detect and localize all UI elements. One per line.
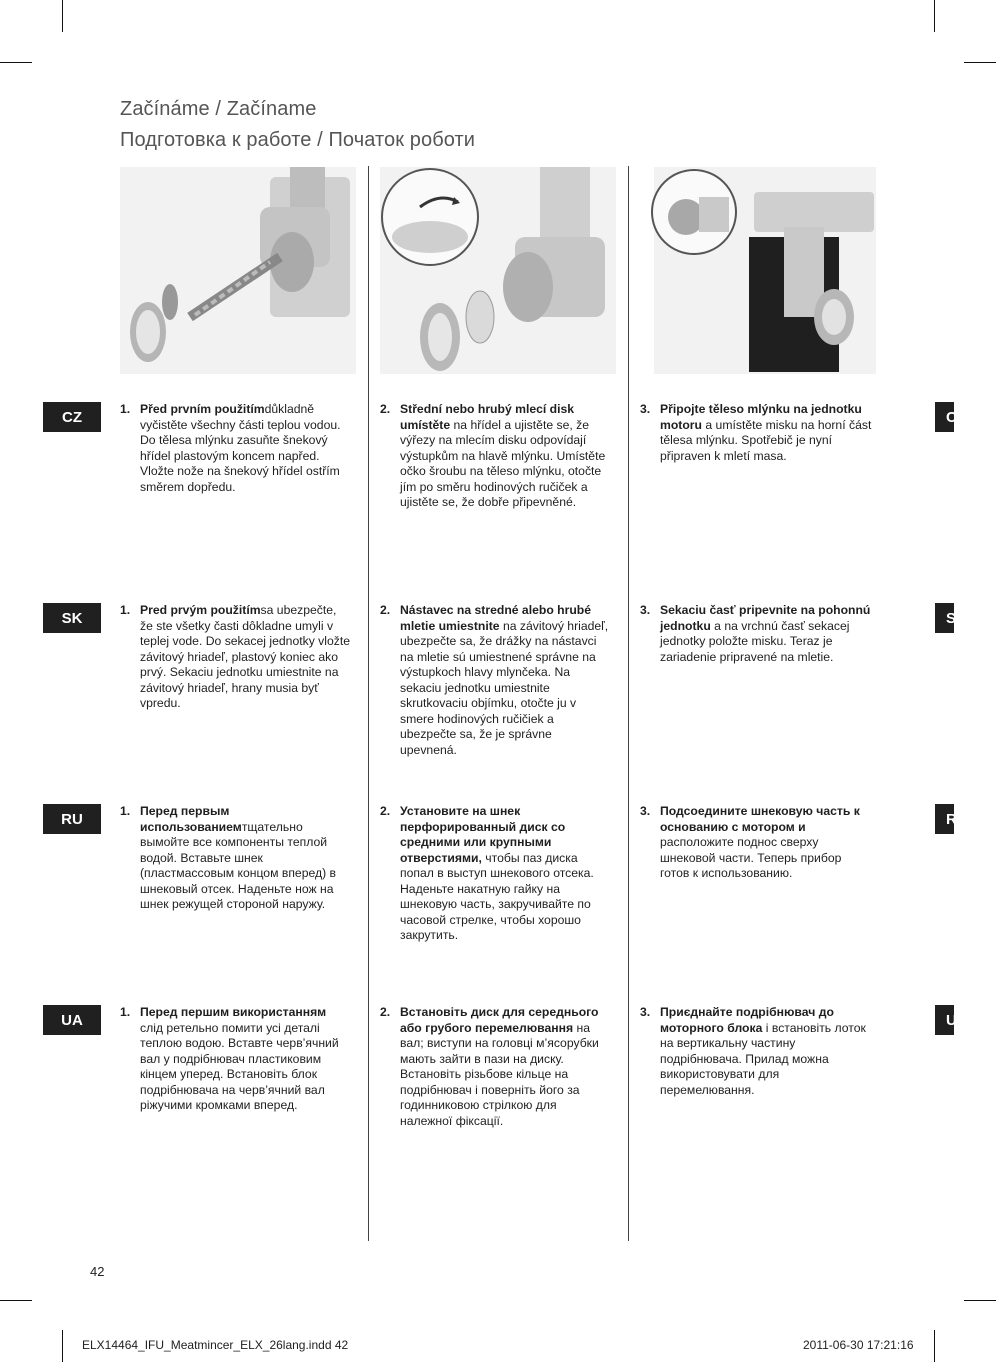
crop-mark <box>0 1300 32 1301</box>
step-text: і встановіть лоток на вертикальну частину подрібнювача. Прилад можна використовувати для перемелювання. <box>660 1020 866 1097</box>
language-tag-right-cz: C <box>935 402 954 432</box>
step-number: 2. <box>380 402 391 416</box>
language-tag-sk: SK <box>43 603 101 633</box>
page-subtitle: Подготовка к работе / Початок роботи <box>120 129 476 151</box>
crop-mark <box>62 1330 63 1362</box>
crop-mark <box>934 0 935 32</box>
step-sk-2 <box>380 603 612 758</box>
crop-mark <box>964 1300 996 1301</box>
language-tag-ua: UA <box>43 1005 101 1035</box>
step-bold: Připojte těleso mlýnku na jednotku motoru <box>660 402 862 432</box>
step-cz-2 <box>380 402 612 511</box>
footer-timestamp: 2011-06-30 17:21:16 <box>803 1338 914 1352</box>
step-bold: Střední nebo hrubý mlecí disk umístěte <box>400 402 575 432</box>
step-cz-3 <box>640 402 872 464</box>
step-ru-1 <box>120 804 352 913</box>
crop-mark <box>0 62 32 63</box>
crop-mark <box>62 0 63 32</box>
step-number: 3. <box>640 804 651 818</box>
step-text: слід ретельно помити усі деталі теплою водою. Вставте черв’ячний вал у подрібнювач пластиковим кінцем уперед. Встановіть блок подрібнювача на черв’ячний вал ріжучими кромками вперед. <box>140 1020 339 1112</box>
step-bold: Nástavec na stredné alebo hrubé mletie umiestnite <box>400 603 592 633</box>
column-divider <box>628 166 629 1241</box>
step-cz-1 <box>120 402 352 495</box>
language-tag-right-ru: R <box>935 804 954 834</box>
step-text: чтобы паз диска попал в выступ шнекового отсека. Наденьте накатную гайку на шнековую часть, закручивайте по часовой стрелке, чтобы хорошо закрутить. <box>400 850 594 942</box>
step-number: 2. <box>380 804 391 818</box>
illustration-cutting-disc <box>380 167 616 374</box>
step-bold: Перед первым использованием <box>140 804 242 834</box>
step-number: 3. <box>640 1005 651 1019</box>
footer-file-info: ELX14464_IFU_Meatmincer_ELX_26lang.indd 42 <box>82 1338 349 1352</box>
step-bold: Před prvním použitím <box>140 402 265 416</box>
step-bold: Установите на шнек перфорированный диск со средними или крупными отверстиями, <box>400 804 566 865</box>
step-sk-3 <box>640 603 872 665</box>
step-number: 1. <box>120 402 131 416</box>
page-number: 42 <box>90 1264 105 1279</box>
step-bold: Приєднайте подрібнювач до моторного блока <box>660 1005 834 1035</box>
step-bold: Перед першим використанням <box>140 1005 327 1019</box>
step-text: na hřídel a ujistěte se, že výřezy na mlecím disku odpovídají výstupkům na hlavě mlýnku. Umístěte očko šroubu na těleso mlýnku, otočte jím po směru hodinových ručiček a ujistěte se, že dobře připevněné. <box>400 417 606 509</box>
step-number: 1. <box>120 603 131 617</box>
step-ua-3 <box>640 1005 872 1098</box>
step-text: důkladně vyčistěte všechny části teplou vodou. Do tělesa mlýnku zasuňte šnekový hřídel plastovým koncem napřed. Vložte nože na šnekový hřídel ostřím směrem dopředu. <box>140 402 341 494</box>
step-ru-3 <box>640 804 872 882</box>
step-number: 3. <box>640 402 651 416</box>
step-number: 1. <box>120 804 131 818</box>
illustration-assembly-auger <box>120 167 356 374</box>
step-text: a umístěte misku na horní část tělesa mlýnku. Spotřebič je nyní připraven k mletí masa. <box>660 417 872 463</box>
page-title: Začínáme / Začíname <box>120 98 317 120</box>
step-ua-1 <box>120 1005 352 1114</box>
step-bold: Подсоедините шнековую часть к основанию с мотором и <box>660 804 860 834</box>
step-bold: Pred prvým použitím <box>140 603 261 617</box>
step-text: a na vrchnú časť sekacej jednotky položte misku. Teraz je zariadenie pripravené na mletie. <box>660 618 850 664</box>
step-bold: Встановіть диск для середнього або грубого перемелювання <box>400 1005 599 1035</box>
step-number: 1. <box>120 1005 131 1019</box>
step-number: 3. <box>640 603 651 617</box>
step-number: 2. <box>380 603 391 617</box>
step-text: na závitový hriadeľ, ubezpečte sa, že drážky na nástavci na mletie sú umiestnené správne na výstupkoch hlavy mlynčeka. Na sekaciu jednotku umiestnite skrutkovaciu objímku, otočte ju v smere hodinových ručičiek a ubezpečte sa, že je správne upevnená. <box>400 618 609 757</box>
step-text: sa ubezpečte, že ste všetky časti dôkladne umyli v teplej vode. Do sekacej jednotky vložte závitový hriadeľ, plastový koniec ako prvý. Sekaciu jednotku umiestnite na závitový hriadeľ, hrany musia byť vpredu. <box>140 603 351 710</box>
step-sk-1 <box>120 603 352 712</box>
language-tag-ru: RU <box>43 804 101 834</box>
step-ua-2 <box>380 1005 612 1129</box>
language-tag-right-ua: U <box>935 1005 954 1035</box>
step-text: тщательно вымойте все компоненты теплой водой. Вставьте шнек (пластмассовым концом вперед) в шнековый отсек. Наденьте нож на шнек режущей стороной наружу. <box>140 819 337 911</box>
step-text: на вал; виступи на головці м’ясорубки мають зайти в пази на диску. Встановіть різьбове кільце на подрібнювач і поверніть його за годинниковою стрілкою для належної фіксації. <box>400 1020 599 1128</box>
crop-mark <box>934 1330 935 1362</box>
column-divider <box>368 166 369 1241</box>
crop-mark <box>964 62 996 63</box>
illustration-motor-unit <box>654 167 876 374</box>
step-number: 2. <box>380 1005 391 1019</box>
step-text: расположите поднос сверху шнековой части. Теперь прибор готов к использованию. <box>660 835 842 880</box>
step-ru-2 <box>380 804 612 944</box>
language-tag-right-sk: S <box>935 603 954 633</box>
language-tag-cz: CZ <box>43 402 101 432</box>
step-bold: Sekaciu časť pripevnite na pohonnú jednotku <box>660 603 871 633</box>
